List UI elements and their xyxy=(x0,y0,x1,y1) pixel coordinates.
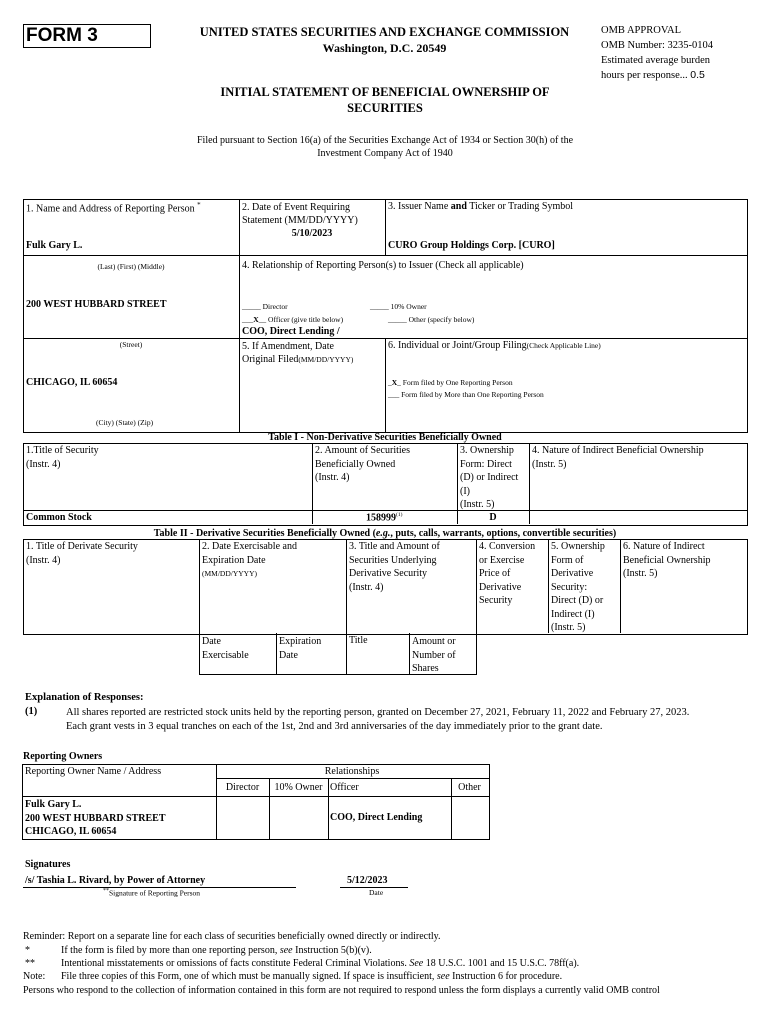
table1-header-col1 xyxy=(26,444,99,471)
t1-col2-line: (Instr. 4) xyxy=(315,472,350,483)
name-caption: (Last) (First) (Middle) xyxy=(97,262,165,271)
footer-reminder: Reminder: Report on a separate line for each class of securities beneficially owned directly or indirectly. xyxy=(23,931,441,942)
t2-col2-line: 2. Date Exercisable and xyxy=(202,541,297,552)
t1-col4-line: 4. Nature of Indirect Beneficial Ownership xyxy=(532,445,704,456)
t1-amount-value: 158999 xyxy=(366,512,396,524)
reporting-person-city: CHICAGO, IL 60654 xyxy=(26,377,118,388)
signature-caption-text: Signature of Reporting Person xyxy=(109,888,201,898)
owners-row-divider xyxy=(22,796,489,797)
table2-header-col6 xyxy=(623,540,710,581)
note-post: Instruction 6 for procedure. xyxy=(449,971,563,982)
t2-col3-line: (Instr. 4) xyxy=(349,581,384,593)
t2-col4-line: 4. Conversion xyxy=(479,541,536,552)
box3-label-pre: 3. Issuer Name xyxy=(388,201,451,212)
owners-col-ten-pct: 10% Owner xyxy=(274,782,323,793)
t2-col5-line: Indirect (I) xyxy=(551,608,595,620)
t2-col6-line: (Instr. 5) xyxy=(623,568,658,579)
t2-col-divider-1 xyxy=(199,539,200,674)
t2-col-divider-5 xyxy=(620,539,621,633)
t2-col6-line: 6. Nature of Indirect xyxy=(623,541,705,552)
owners-col-officer: Officer xyxy=(330,782,359,793)
t1-col2-line: Beneficially Owned xyxy=(315,458,396,470)
relationship-other: _____ Other (specify below) xyxy=(388,315,475,324)
agency-location: Washington, D.C. 20549 xyxy=(322,41,447,55)
t2-col2-line: Expiration Date xyxy=(202,554,266,566)
footer-note-label: Note: xyxy=(23,971,46,982)
owner-row-officer: COO, Direct Lending xyxy=(330,812,423,823)
t1-col1-line: 1.Title of Security xyxy=(26,445,99,456)
city-caption: (City) (State) (Zip) xyxy=(96,418,154,427)
t2-col5-line: Direct (D) or xyxy=(551,595,604,606)
divider-box5-6 xyxy=(385,338,386,432)
t2-col4-line: Derivative xyxy=(479,581,522,593)
signature-date: 5/12/2023 xyxy=(347,875,388,886)
t2-col5-line: (Instr. 5) xyxy=(551,622,586,633)
form-title-line-1: INITIAL STATEMENT OF BENEFICIAL OWNERSHIP OF xyxy=(220,85,550,99)
box6-label xyxy=(388,340,601,351)
footer-star1-text xyxy=(61,945,372,956)
box5-label xyxy=(242,340,353,366)
t2-sub-line: Date xyxy=(202,636,221,647)
t1-col4-line: (Instr. 5) xyxy=(532,458,567,470)
table2-header-col3 xyxy=(349,540,440,594)
t1-amount-footnote: (1) xyxy=(396,512,403,518)
t1-col3-line: (D) or Indirect xyxy=(460,472,519,483)
star2-post: 18 U.S.C. 1001 and 15 U.S.C. 78ff(a). xyxy=(423,958,580,969)
footnote-line-1: All shares reported are restricted stock units held by the reporting person, granted on December 27, 2021, February 11, 2022 and February 27, 2023. xyxy=(66,707,690,718)
box5-label-text: Original Filed xyxy=(242,354,299,365)
table1-row-amount xyxy=(366,512,402,523)
filed-pursuant xyxy=(100,134,670,160)
owners-heading: Reporting Owners xyxy=(23,751,103,762)
footnote-line-2: Each grant vests in 3 equal tranches on each of the 1st, 2nd and 3rd anniversaries of the day immediately prior to the grant date. xyxy=(66,721,603,732)
box5-label-line-1: 5. If Amendment, Date xyxy=(242,341,334,352)
t2-sub-expiration xyxy=(279,635,321,662)
t2-sub-amount xyxy=(412,635,456,676)
t2-sub-line: Number of xyxy=(412,649,456,661)
t2-sub-date-exercisable xyxy=(202,635,249,662)
filing-line1-post: _ Form filed by One Reporting Person xyxy=(397,378,513,387)
t2-col2-date-format: (MM/DD/YYYY) xyxy=(202,569,257,578)
officer-title: COO, Direct Lending / xyxy=(242,326,340,337)
reporting-person-street: 200 WEST HUBBARD STREET xyxy=(26,299,167,310)
box1-label xyxy=(26,201,201,214)
box3-label-post: Ticker or Trading Symbol xyxy=(466,201,574,212)
table2-header-col4 xyxy=(479,540,535,608)
t2-col5-line: 5. Ownership xyxy=(551,541,605,552)
box5-label-line-2 xyxy=(242,353,353,366)
t1-col1-line: (Instr. 4) xyxy=(26,458,61,470)
signatures-heading: Signatures xyxy=(25,859,71,870)
box2-label xyxy=(242,201,358,227)
t2-col4-line: Security xyxy=(479,595,513,606)
officer-post: __ Officer (give title below) xyxy=(258,315,344,324)
t2-sub-line: Exercisable xyxy=(202,649,249,661)
relationship-ten-pct: _____ 10% Owner xyxy=(370,302,427,311)
filing-multiple-persons: ___ Form filed by More than One Reporting Person xyxy=(388,390,544,399)
box6-label-text: 6. Individual or Joint/Group Filing xyxy=(388,340,527,351)
t2-col3-line: Securities Underlying xyxy=(349,554,437,566)
explanation-heading: Explanation of Responses: xyxy=(25,692,144,703)
street-caption: (Street) xyxy=(119,340,143,349)
t1-col3-line: 3. Ownership xyxy=(460,445,514,456)
form-title-line-2: SECURITIES xyxy=(347,101,423,115)
divider-under-box1-name xyxy=(23,255,239,256)
agency-name: UNITED STATES SECURITIES AND EXCHANGE COMMISSION xyxy=(199,25,570,39)
date-caption: Date xyxy=(369,888,384,897)
omb-hours-value: 0.5 xyxy=(690,69,705,81)
note-pre: File three copies of this Form, one of which must be manually signed. If space is insufficient, xyxy=(61,971,437,982)
table1-row-divider xyxy=(23,510,747,511)
t2-col1-line: (Instr. 4) xyxy=(26,554,61,566)
table1-row-title: Common Stock xyxy=(26,512,92,523)
t2-sub-line: Shares xyxy=(412,663,439,674)
t2-col6-line: Beneficial Ownership xyxy=(623,554,711,566)
t2-col4-line: or Exercise xyxy=(479,554,525,566)
t2-sub-title: Title xyxy=(349,635,368,646)
omb-burden-line: Estimated average burden xyxy=(601,55,711,66)
star1-post: Instruction 5(b)(v). xyxy=(292,945,372,956)
table1-header-col3 xyxy=(460,444,518,512)
reporting-person-name: Fulk Gary L. xyxy=(26,240,83,251)
table1-col-divider-3 xyxy=(529,443,530,524)
table1-row-form: D xyxy=(489,512,497,523)
t2-col-divider-4 xyxy=(548,539,549,633)
t2-col5-line: Derivative xyxy=(551,568,594,579)
star2-pre: Intentional misstatements or omissions of facts constitute Federal Criminal Violations. xyxy=(61,958,410,969)
owners-header-divider xyxy=(216,778,489,779)
star2-see: See xyxy=(409,958,424,969)
table2-title xyxy=(23,528,747,539)
box3-label xyxy=(388,201,573,212)
footer-note-text xyxy=(61,971,562,982)
box1-star: * xyxy=(197,201,201,209)
note-see: see xyxy=(436,971,450,982)
box1-label-text: 1. Name and Address of Reporting Person xyxy=(26,203,195,215)
box4-label: 4. Relationship of Reporting Person(s) to Issuer (Check all applicable) xyxy=(242,260,524,271)
owners-col-other: Other xyxy=(458,782,481,793)
table1-title: Table I - Non-Derivative Securities Beneficially Owned xyxy=(268,432,502,443)
omb-approval xyxy=(601,23,713,83)
issuer-name: CURO Group Holdings Corp. [CURO] xyxy=(388,240,555,251)
table1-header-col2 xyxy=(315,444,410,485)
officer-pre: ___ xyxy=(242,315,254,324)
table1-header-col4 xyxy=(532,444,704,471)
footnote-text xyxy=(66,706,756,734)
divider-under-box4 xyxy=(239,338,747,339)
signer-name: /s/ Tashia L. Rivard, by Power of Attorney xyxy=(25,875,206,886)
t2-title-pre: Table II - Derivative Securities Beneficially Owned ( xyxy=(153,528,376,539)
signature-caption xyxy=(103,888,200,898)
t1-col3-line: Form: Direct xyxy=(460,458,512,470)
t2-sub-line: Expiration xyxy=(279,636,322,647)
event-date: 5/10/2023 xyxy=(291,228,333,239)
filing-check-x: X xyxy=(391,378,398,387)
omb-hours-label: hours per response... xyxy=(601,70,688,81)
form-title xyxy=(160,84,610,116)
owners-col-divider-3 xyxy=(328,778,329,839)
omb-approval-title: OMB APPROVAL xyxy=(601,25,682,36)
t2-sub-line: Date xyxy=(279,649,298,661)
box2-label-line-2: Statement (MM/DD/YYYY) xyxy=(242,215,358,226)
table1-col-divider-1 xyxy=(312,443,313,524)
filing-one-person xyxy=(388,378,513,387)
star1-pre: If the form is filed by more than one reporting person, xyxy=(61,945,280,956)
t2-col4-line: Price of xyxy=(479,568,511,579)
t1-col3-line: (I) xyxy=(460,485,470,497)
omb-number: OMB Number: 3235-0104 xyxy=(601,40,713,51)
footer-star2-label: ** xyxy=(25,958,35,969)
t2-col3-line: 3. Title and Amount of xyxy=(349,541,440,552)
owners-col-director: Director xyxy=(225,782,260,793)
owner-row-city: CHICAGO, IL 60654 xyxy=(25,826,117,837)
form-label: FORM 3 xyxy=(26,25,98,46)
relationship-director: _____ Director xyxy=(242,302,288,311)
divider-under-box1-street xyxy=(23,338,239,339)
t2-sub-divider-2 xyxy=(409,633,410,674)
owners-col-relationships: Relationships xyxy=(324,766,380,777)
box3-label-and: and xyxy=(450,201,467,212)
omb-hours-line xyxy=(601,68,713,83)
owner-row-name: Fulk Gary L. xyxy=(25,799,82,810)
table2-header-col2 xyxy=(202,540,297,581)
signature-caption-stars: ** xyxy=(103,888,109,894)
footer-star2-text xyxy=(61,958,579,969)
t2-col-divider-3 xyxy=(476,539,477,674)
box5-label-date-format: (MM/DD/YYYY) xyxy=(298,355,354,364)
t2-title-post: , puts, calls, warrants, options, convertible securities) xyxy=(390,528,617,539)
t1-col3-line: (Instr. 5) xyxy=(460,499,495,510)
footer-persons: Persons who respond to the collection of information contained in this form are not required to respond unless the form displays a currently valid OMB control xyxy=(23,985,660,996)
filed-line-1: Filed pursuant to Section 16(a) of the Securities Exchange Act of 1934 or Section 30(h) of the xyxy=(196,135,574,146)
filed-line-2: Investment Company Act of 1940 xyxy=(317,148,453,159)
relationship-officer xyxy=(242,315,343,324)
officer-check-x: X xyxy=(253,315,259,324)
divider-under-box2-3 xyxy=(239,255,747,256)
t2-col1-line: 1. Title of Derivate Security xyxy=(26,541,138,552)
box6-label-small: (Check Applicable Line) xyxy=(526,341,601,350)
owners-col-name: Reporting Owner Name / Address xyxy=(25,766,162,777)
table2-header-col5 xyxy=(551,540,605,635)
footnote-label: (1) xyxy=(25,706,38,717)
t2-col5-line: Security: xyxy=(551,581,588,593)
t2-col5-line: Form of xyxy=(551,554,584,566)
owner-row-street: 200 WEST HUBBARD STREET xyxy=(25,812,166,824)
t1-col2-line: 2. Amount of Securities xyxy=(315,445,410,456)
star1-see: see xyxy=(279,945,293,956)
t2-sub-line: Amount or xyxy=(412,636,456,647)
divider-box2-3 xyxy=(385,199,386,255)
table2-header-col1 xyxy=(26,540,138,567)
t2-sub-divider-1 xyxy=(276,633,277,674)
filing-line1-pre: _ xyxy=(388,378,392,387)
t2-title-eg: e.g. xyxy=(375,528,391,539)
t2-col3-line: Derivative Security xyxy=(349,568,428,579)
owner-row-address xyxy=(25,798,166,839)
t2-col-divider-2 xyxy=(346,539,347,674)
footer-star1-label: * xyxy=(25,945,30,956)
box2-label-line-1: 2. Date of Event Requiring xyxy=(242,202,351,213)
